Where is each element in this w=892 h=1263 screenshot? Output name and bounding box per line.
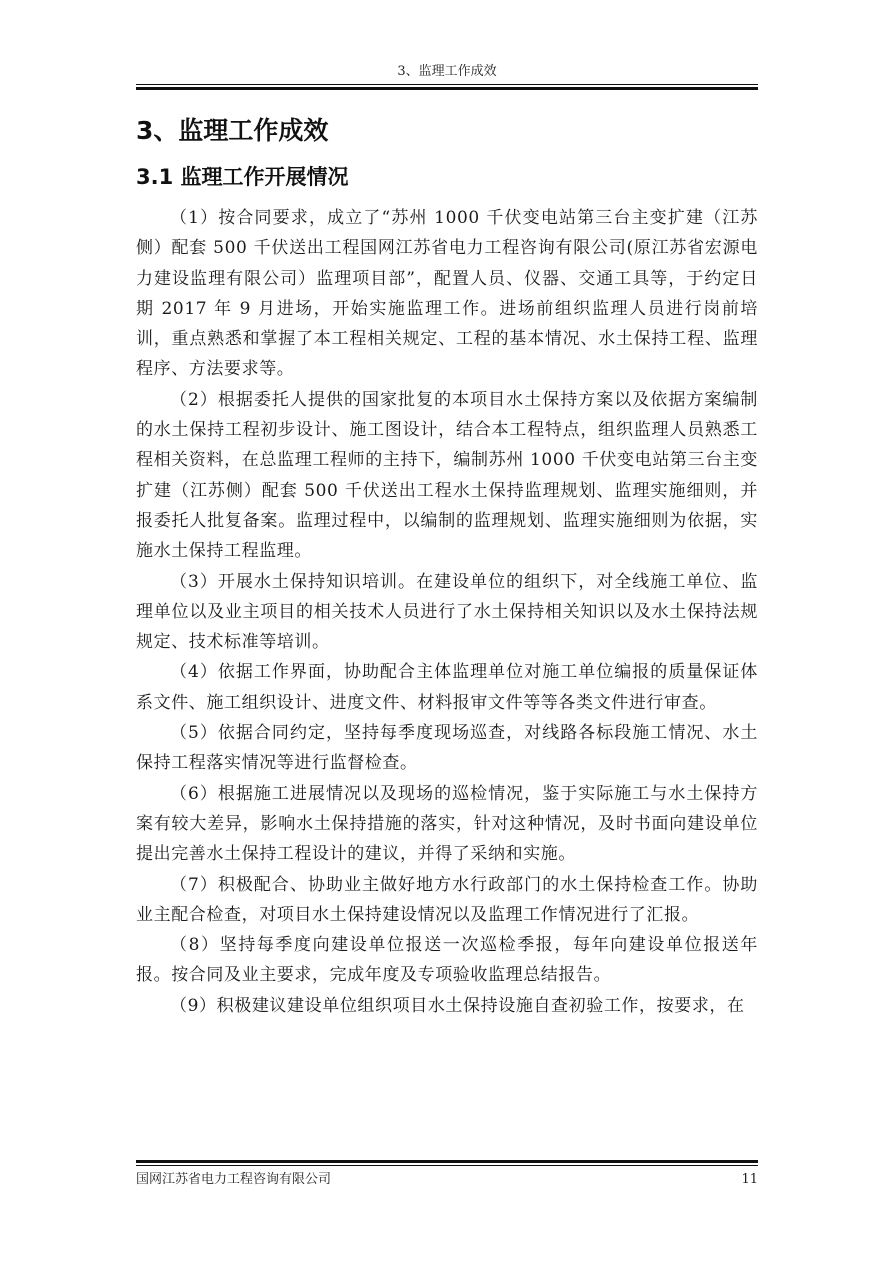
body-text xyxy=(136,203,758,1021)
page-number: 11 xyxy=(741,1172,758,1187)
footer-rule-thick xyxy=(136,1160,758,1163)
paragraph-2: （2）根据委托人提供的国家批复的本项目水土保持方案以及依据方案编制的水土保持工程初步设计、施工图设计，结合本工程特点，组织监理人员熟悉工程相关资料，在总监理工程师的主持下，编制苏州 1000 千伏变电站第三台主变扩建（江苏侧）配套 500 千伏送出工程水土保持监理规划、监理实施细则，并报委托人批复备案。监理过程中，以编制的监理规划、监理实施细则为依据，实施水土保持工程监理。 xyxy=(136,389,758,562)
paragraph-1: （1）按合同要求，成立了“苏州 1000 千伏变电站第三台主变扩建（江苏侧）配套 500 千伏送出工程国网江苏省电力工程咨询有限公司(原江苏省宏源电力建设监理有限公司）监理项目部”，配置人员、仪器、交通工具等，于约定日期 2017 年 9 月进场，开始实施监理工作。进场前组织监理人员进行岗前培训，重点熟悉和掌握了本工程相关规定、工程的基本情况、水土保持工程、监理程序、方法要求等。 xyxy=(136,208,758,380)
footer-rule xyxy=(136,1165,758,1166)
paragraph-7: （7）积极配合、协助业主做好地方水行政部门的水土保持检查工作。协助业主配合检查，对项目水土保持建设情况以及监理工作情况进行了汇报。 xyxy=(136,874,758,925)
paragraph-3: （3）开展水土保持知识培训。在建设单位的组织下，对全线施工单位、监理单位以及业主项目的相关技术人员进行了水土保持相关知识以及水土保持法规规定、技术标准等培训。 xyxy=(136,571,758,653)
running-header: 3、监理工作成效 xyxy=(397,64,497,79)
paragraph-5: （5）依据合同约定，坚持每季度现场巡查，对线路各标段施工情况、水土保持工程落实情况等进行监督检查。 xyxy=(136,723,758,774)
subsection-title: 3.1 监理工作开展情况 xyxy=(136,165,349,189)
footer-company: 国网江苏省电力工程咨询有限公司 xyxy=(136,1172,332,1187)
header-rule-thick xyxy=(136,87,758,90)
section-title: 3、监理工作成效 xyxy=(136,116,329,145)
paragraph-6: （6）根据施工进展情况以及现场的巡检情况，鉴于实际施工与水土保持方案有较大差异，影响水土保持措施的落实，针对这种情况，及时书面向建设单位提出完善水土保持工程设计的建议，并得了采纳和实施。 xyxy=(136,783,758,865)
header-rule xyxy=(136,84,758,85)
paragraph-4: （4）依据工作界面，协助配合主体监理单位对施工单位编报的质量保证体系文件、施工组织设计、进度文件、材料报审文件等等各类文件进行审查。 xyxy=(136,662,758,713)
paragraph-9: （9）积极建议建设单位组织项目水土保持设施自查初验工作，按要求，在 xyxy=(170,995,745,1016)
paragraph-8: （8）坚持每季度向建设单位报送一次巡检季报，每年向建设单位报送年报。按合同及业主要求，完成年度及专项验收监理总结报告。 xyxy=(136,935,758,986)
